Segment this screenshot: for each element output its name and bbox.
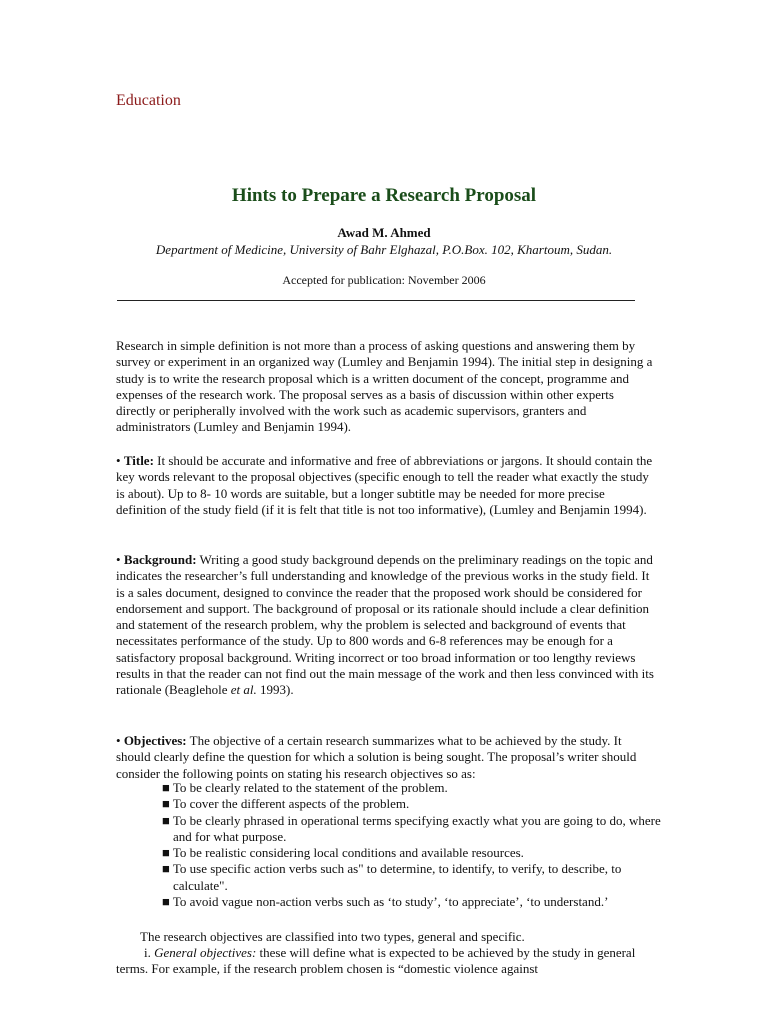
background-paragraph [116,552,656,699]
intro-paragraph: Research in simple definition is not more than a process of asking questions and answering them by survey or experiment in an organized way (Lumley and Benjamin 1994). The initial step in designing a study is to write the research proposal which is a written document of the concept, programme and expenses of the research work. The proposal serves as a basis of discussion within other experts directly or peripherally involved with the work such as academic supervisors, granters and administrators (Lumley and Benjamin 1994). [116,338,653,435]
title-paragraph [116,453,656,518]
background-text-end: 1993). [256,682,294,698]
title-text: It should be accurate and informative and free of abbreviations or jargons. It should contain the key words relevant to the proposal objectives (specific enough to tell the reader what exactly the study is about). Up to 8- 10 words are suitable, but a longer subtitle may be needed for more precise definition of the study field (if it is felt that title is not too informative), (Lumley and Benjamin 1994). [116,453,653,517]
separator-line [117,300,635,301]
objectives-heading: Objectives: [123,733,187,748]
bullet: • [116,733,121,748]
objectives-text: The objective of a certain research summarizes what to be achieved by the study. It should clearly define the question for which a solution is being sought. The proposal’s writer should consider the following points on stating his research objectives so as: [116,733,637,781]
list-item: ■ To use specific action verbs such as" to determine, to identify, to verify, to describe, to calculate". [162,861,622,893]
et-al: et al. [230,682,257,698]
list-item: ■ To cover the different aspects of the problem. [162,796,410,812]
list-item: ■ To be clearly related to the statement of the problem. [162,780,448,795]
list-item: ■ To avoid vague non-action verbs such as ‘to study’, ‘to appreciate’, ‘to understand.’ [162,894,609,910]
list-marker: i. [144,945,155,960]
general-objectives-paragraph [116,945,656,978]
background-text: Writing a good study background depends on the preliminary readings on the topic and indicates the researcher’s full understanding and knowledge of the previous works in the study field. It is a sales document, designed to convince the reader that the proposed work should be considered for endorsement and support. The background of proposal or its rationale should include a clear definition and statement of the research problem, why the problem is selected and background of events that necessitates performance of the study. Up to 800 words and 6-8 references may be enough for a satisfactory proposal background. Writing incorrect or too broad information or too lengthy reviews results in that the reader can not find out the main message of the work and then less convinced with its rationale (Beaglehole [116,552,654,698]
author-name: Awad M. Ahmed [337,225,431,240]
list-item: ■ To be realistic considering local conditions and available resources. [162,845,524,861]
general-objectives-text: these will define what is expected to be achieved by the study in general terms. For example, if the research problem chosen is “domestic violence against [116,945,636,977]
general-objectives-label: General objectives: [154,945,257,960]
section-label: Education [116,92,181,109]
classification-paragraph: The research objectives are classified into two types, general and specific. [140,929,525,944]
objectives-list [162,780,662,910]
bullet: • [116,552,121,567]
author-affiliation: Department of Medicine, University of Bahr Elghazal, P.O.Box. 102, Khartoum, Sudan. [155,242,613,257]
acceptance-date: Accepted for publication: November 2006 [282,273,486,287]
bullet: • [116,453,121,468]
title-heading: Title: [123,453,154,468]
article-title: Hints to Prepare a Research Proposal [231,185,537,206]
background-heading: Background: [123,552,197,567]
objectives-paragraph [116,733,656,782]
list-item: ■ To be clearly phrased in operational terms specifying exactly what you are going to do, where and for what purpose. [162,812,661,844]
